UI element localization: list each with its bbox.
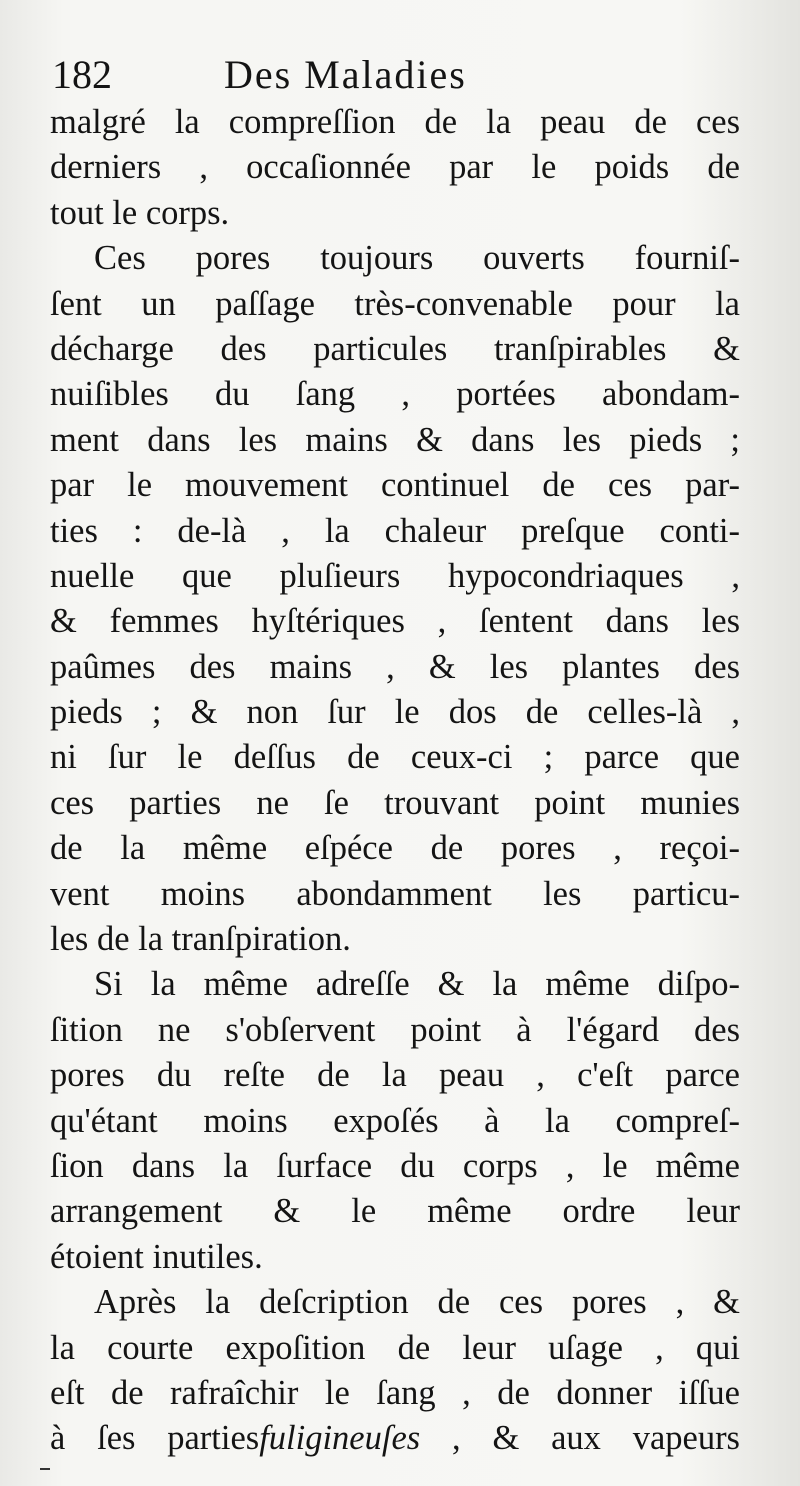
text-line: de la même eſpéce de pores , reçoi- (50, 829, 740, 868)
text-line: arrangement & le même ordre leur (50, 1192, 740, 1231)
text-line: ſition ne s'obſervent point à l'égard des (50, 1010, 740, 1049)
running-title: Des Maladies (224, 52, 467, 97)
text-line: ties : de-là , la chaleur preſque conti- (50, 511, 740, 550)
text-line: derniers , occaſionnée par le poids de (50, 148, 740, 187)
text-line: paûmes des mains , & les plantes des (50, 647, 740, 686)
text-segment: , & aux vapeurs (420, 1419, 740, 1458)
text-line: nuelle que pluſieurs hypocondriaques , (50, 556, 740, 595)
page-header (52, 50, 742, 100)
text-line: pieds ; & non ſur le dos de celles-là , (50, 693, 740, 732)
text-line: ment dans les mains & dans les pieds ; (50, 420, 740, 459)
text-line: ſion dans la ſurface du corps , le même (50, 1146, 740, 1185)
text-line (50, 1416, 740, 1461)
text-line: ſent un paſſage très-convenable pour la (50, 284, 740, 323)
text-line: la courte expoſition de leur uſage , qui (50, 1328, 740, 1367)
text-segment: à ſes parties (50, 1419, 260, 1458)
text-line: & femmes hyſtériques , ſentent dans les (50, 602, 740, 641)
bottom-mark (40, 1468, 50, 1470)
text-line: les de la tranſpiration. (50, 920, 351, 959)
text-line: vent moins abondamment les particu- (50, 874, 740, 913)
page-number: 182 (52, 52, 112, 97)
text-line: nuiſibles du ſang , portées abondam- (50, 375, 740, 414)
text-line: ni ſur le deſſus de ceux-ci ; parce que (50, 738, 740, 777)
text-line: ces parties ne ſe trouvant point munies (50, 783, 740, 822)
text-line: Après la deſcription de ces pores , & (94, 1283, 740, 1322)
text-line: étoient inutiles. (50, 1237, 263, 1276)
text-line: pores du reſte de la peau , c'eſt parce (50, 1056, 740, 1095)
text-line: malgré la compreſſion de la peau de ces (50, 103, 740, 141)
text-line: décharge des particules tranſpirables & (50, 329, 740, 368)
text-line: Ces pores toujours ouverts fourniſ- (94, 239, 740, 278)
text-line: Si la même adreſſe & la même diſpo- (94, 965, 740, 1004)
text-line: eſt de rafraîchir le ſang , de donner iſſue (50, 1373, 740, 1412)
body-text (50, 100, 740, 1462)
text-line: qu'étant moins expoſés à la compreſ- (50, 1101, 740, 1140)
text-line: par le mouvement continuel de ces par- (50, 466, 740, 505)
text-line: tout le corps. (50, 193, 230, 232)
italic-word: fuligineuſes (259, 1419, 421, 1458)
